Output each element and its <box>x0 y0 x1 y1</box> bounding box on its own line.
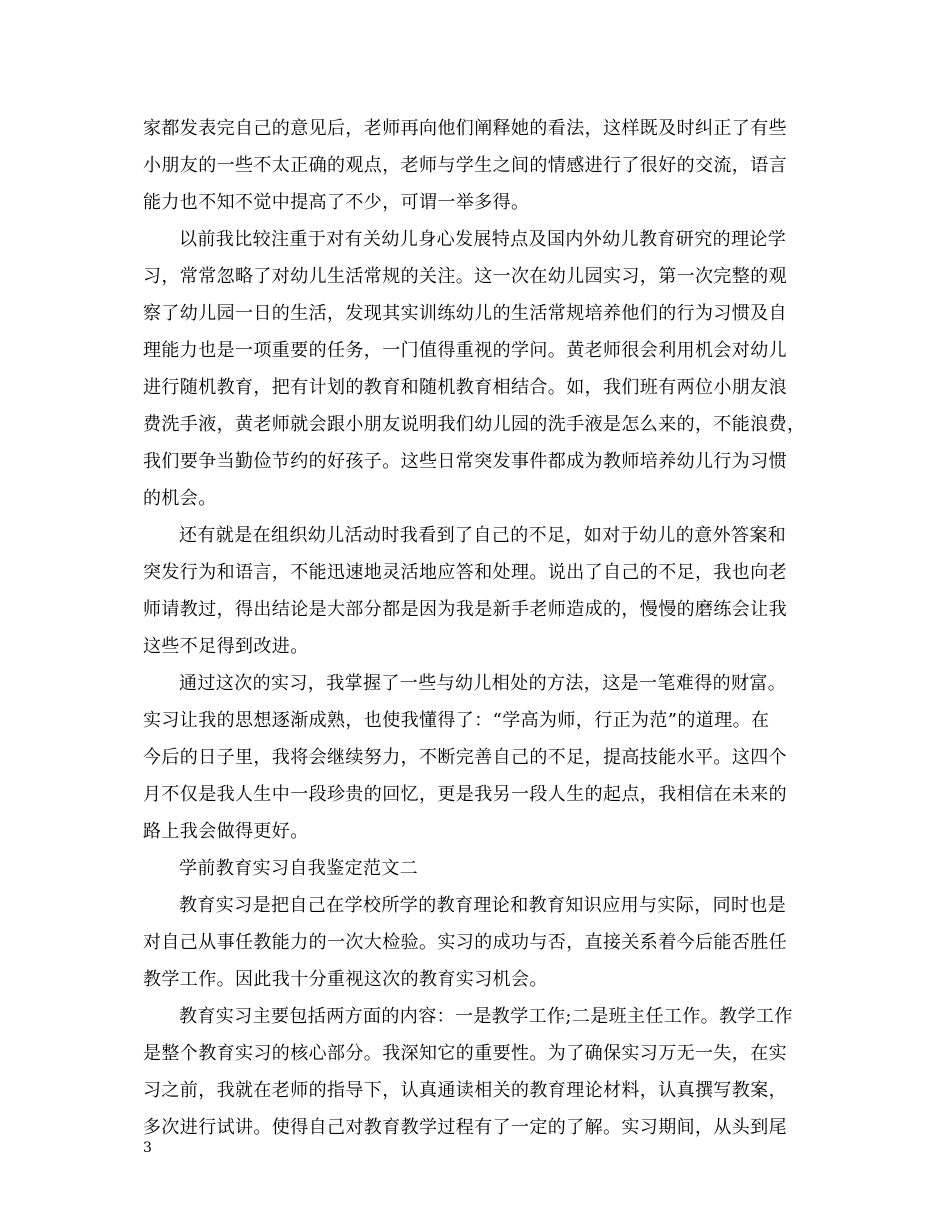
text-line: 月不仅是我人生中一段珍贵的回忆，更是我另一段人生的起点，我相信在未来的 <box>143 784 787 805</box>
text-line: 家都发表完自己的意见后，老师再向他们阐释她的看法，这样既及时纠正了有些 <box>143 118 787 139</box>
page-number: 3 <box>143 1140 152 1156</box>
text-line: 小朋友的一些不太正确的观点，老师与学生之间的情感进行了很好的交流，语言 <box>143 155 787 176</box>
text-line: 习，常常忽略了对幼儿生活常规的关注。这一次在幼儿园实习，第一次完整的观 <box>143 266 787 287</box>
text-line: 费洗手液，黄老师就会跟小朋友说明我们幼儿园的洗手液是怎么来的，不能浪费， <box>143 414 806 435</box>
text-line: 察了幼儿园一日的生活，发现其实训练幼儿的生活常规培养他们的行为习惯及自 <box>143 303 787 324</box>
text-line: 是整个教育实习的核心部分。我深知它的重要性。为了确保实习万无一失，在实 <box>143 1043 787 1064</box>
section-heading: 学前教育实习自我鉴定范文二 <box>179 858 419 879</box>
text-line: 今后的日子里，我将会继续努力，不断完善自己的不足，提高技能水平。这四个 <box>143 747 787 768</box>
text-line: 师请教过，得出结论是大部分都是因为我是新手老师造成的，慢慢的磨练会让我 <box>143 599 787 620</box>
text-line: 路上我会做得更好。 <box>143 821 309 842</box>
text-line: 多次进行试讲。使得自己对教育教学过程有了一定的了解。实习期间，从头到尾 <box>143 1117 787 1138</box>
text-line: 还有就是在组织幼儿活动时我看到了自己的不足，如对于幼儿的意外答案和 <box>179 525 787 546</box>
text-line: 实习让我的思想逐渐成熟，也使我懂得了：“学高为师，行正为范”的道理。在 <box>143 710 770 731</box>
text-line: 这些不足得到改进。 <box>143 636 309 657</box>
text-line: 的机会。 <box>143 488 217 509</box>
text-line: 我们要争当勤俭节约的好孩子。这些日常突发事件都成为教师培养幼儿行为习惯 <box>143 451 787 472</box>
text-line: 习之前，我就在老师的指导下，认真通读相关的教育理论材料，认真撰写教案， <box>143 1080 787 1101</box>
text-line: 教育实习是把自己在学校所学的教育理论和教育知识应用与实际，同时也是 <box>179 895 787 916</box>
text-line: 教学工作。因此我十分重视这次的教育实习机会。 <box>143 969 548 990</box>
text-line: 突发行为和语言，不能迅速地灵活地应答和处理。说出了自己的不足，我也向老 <box>143 562 787 583</box>
text-line: 以前我比较注重于对有关幼儿身心发展特点及国内外幼儿教育研究的理论学 <box>179 229 787 250</box>
text-line: 理能力也是一项重要的任务，一门值得重视的学问。黄老师很会利用机会对幼儿 <box>143 340 787 361</box>
text-line: 对自己从事任教能力的一次大检验。实习的成功与否，直接关系着今后能否胜任 <box>143 932 787 953</box>
text-line: 教育实习主要包括两方面的内容：一是教学工作;二是班主任工作。教学工作 <box>179 1006 793 1027</box>
text-line: 进行随机教育，把有计划的教育和随机教育相结合。如，我们班有两位小朋友浪 <box>143 377 787 398</box>
text-line: 通过这次的实习，我掌握了一些与幼儿相处的方法，这是一笔难得的财富。 <box>179 673 787 694</box>
text-line: 能力也不知不觉中提高了不少，可谓一举多得。 <box>143 192 530 213</box>
